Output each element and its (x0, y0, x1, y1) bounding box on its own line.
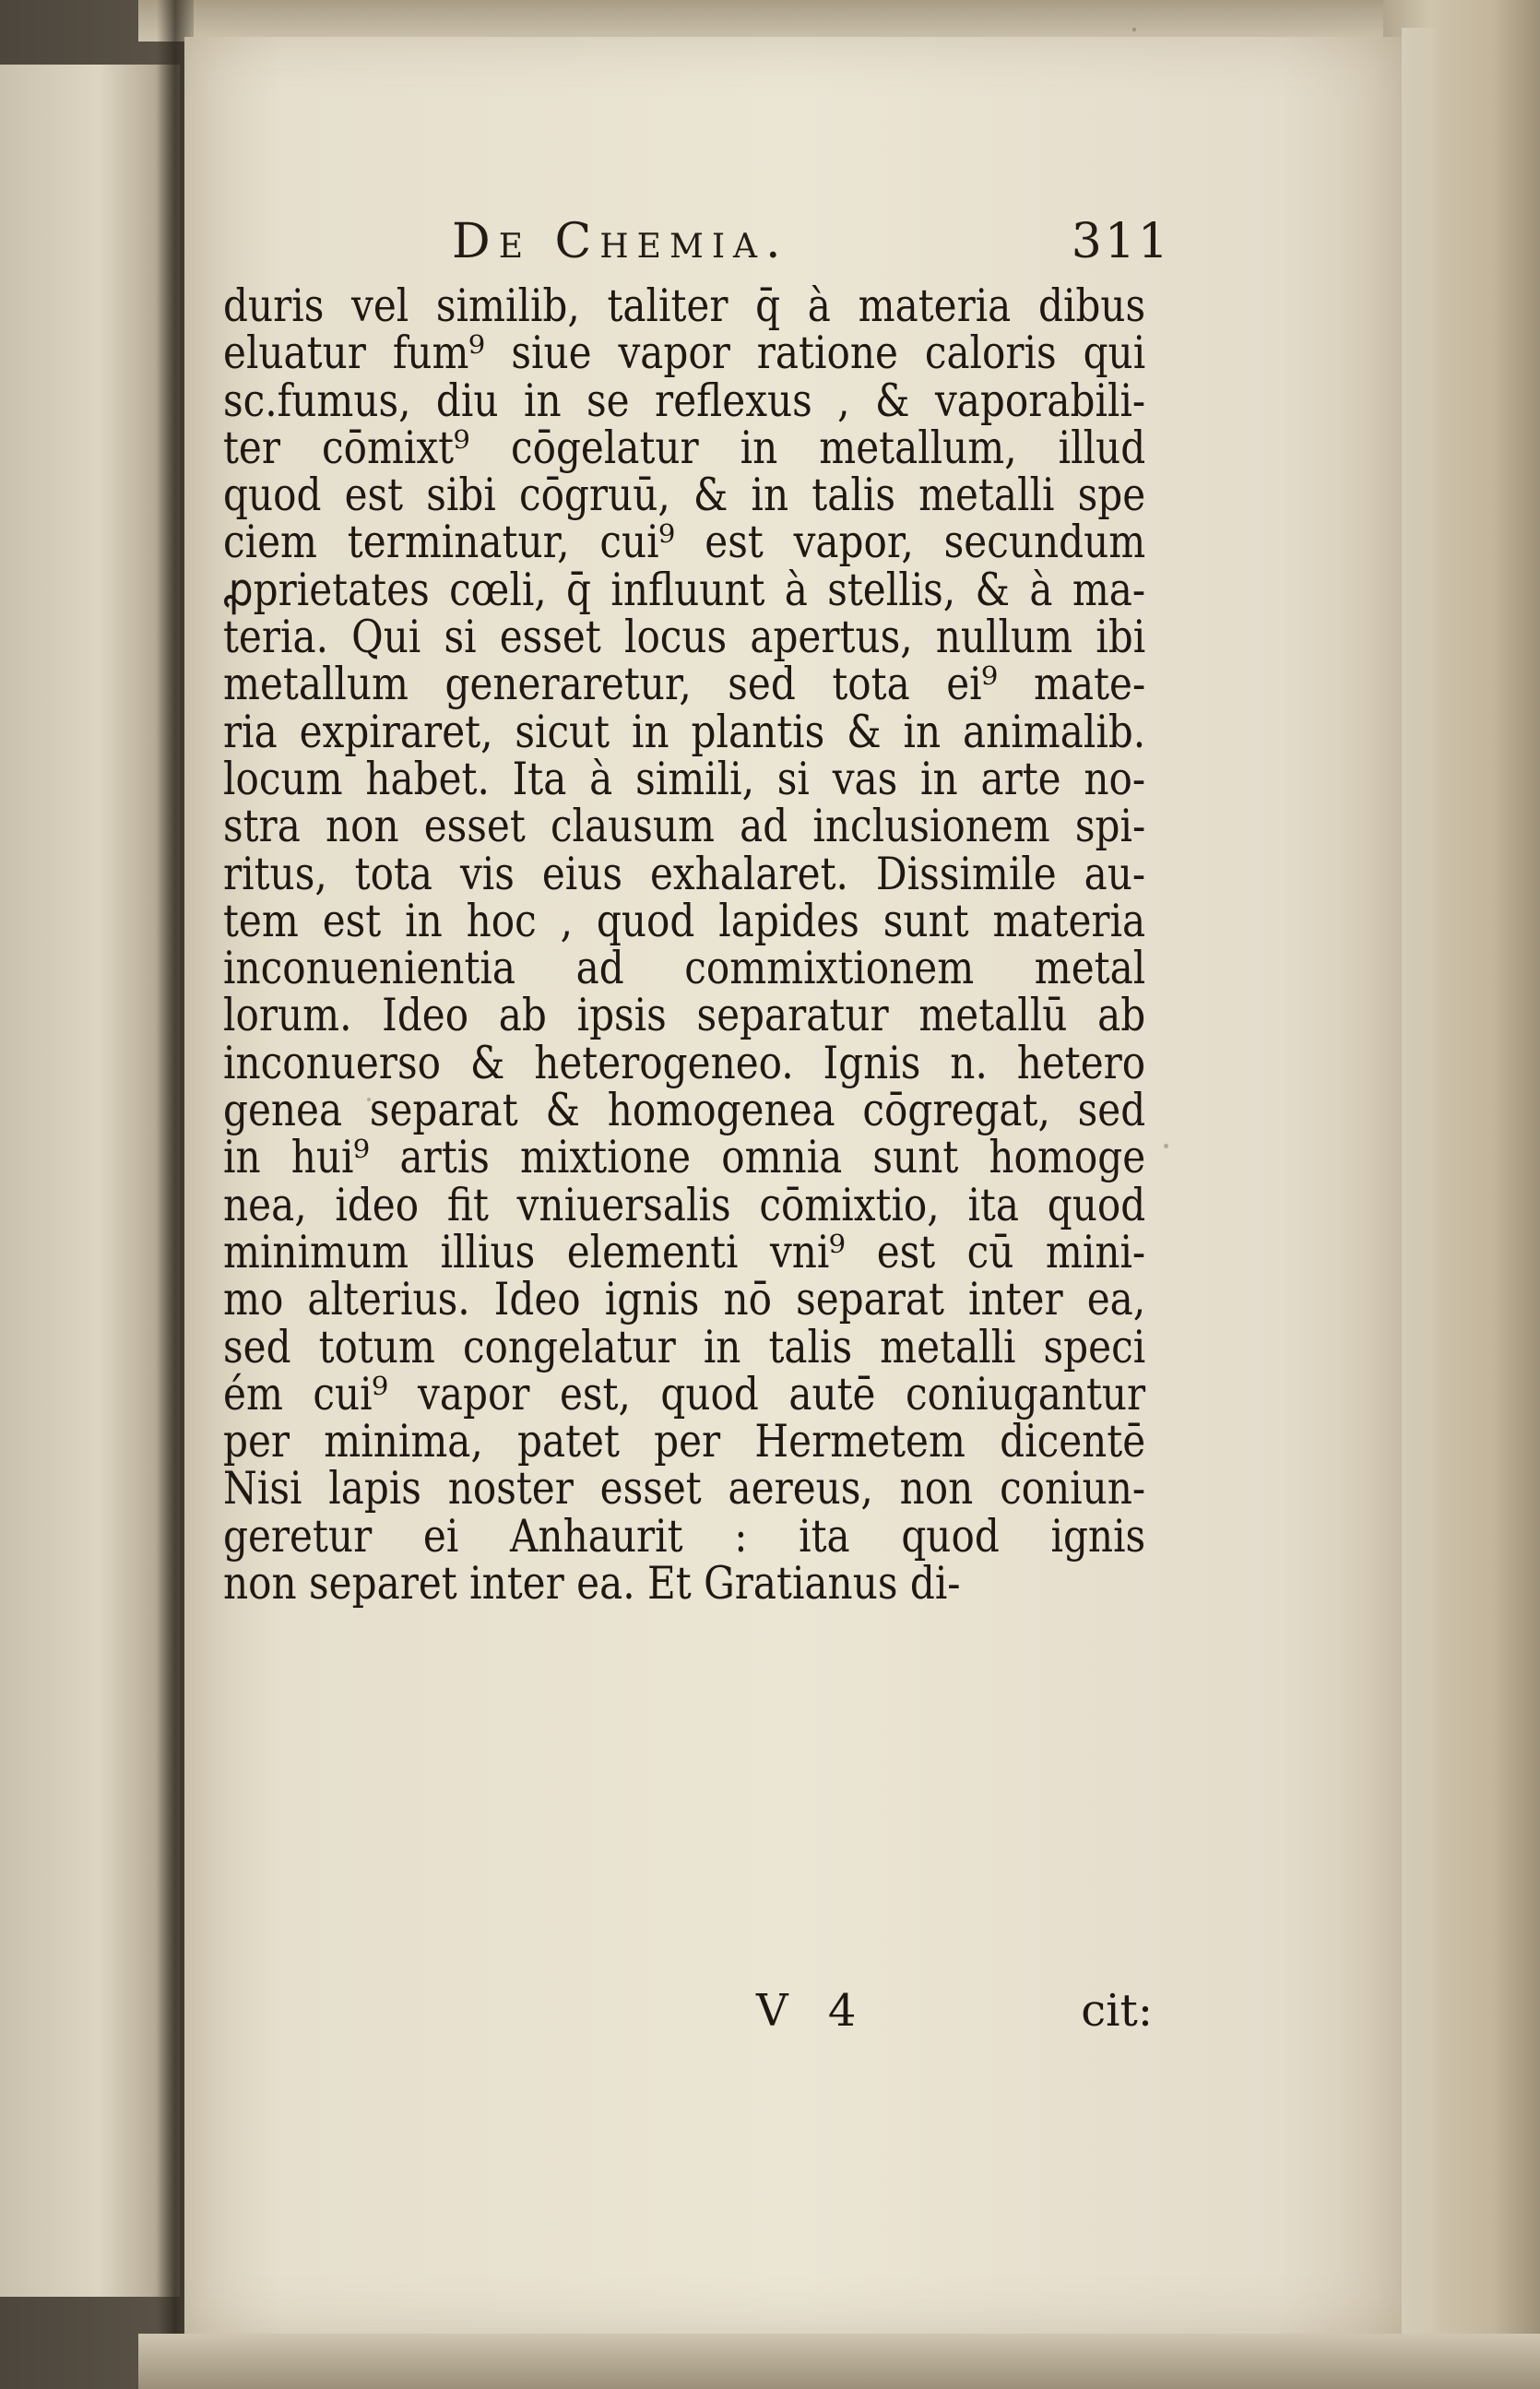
text-line: stra non esset clausum ad inclusionem spi- (223, 800, 1146, 853)
text-line: ria expiraret, sicut in plantis & in animalib. (223, 705, 1146, 758)
signature-mark: V 4 (756, 1985, 870, 2037)
paper-speck (1132, 28, 1136, 31)
body-text (223, 279, 1146, 1610)
text-line: eluatur fum⁹ siue vapor ratione caloris qui (223, 327, 1146, 380)
running-head (452, 214, 1171, 279)
text-line: per minima, patet per Hermetem dicentē (223, 1415, 1146, 1468)
text-line: inconuenientia ad commixtionem metal (223, 942, 1146, 995)
text-line: in hui⁹ artis mixtione omnia sunt homoge (223, 1131, 1146, 1184)
paper-speck (1164, 1144, 1168, 1148)
text-line: Nisi lapis noster esset aereus, non coniun- (223, 1462, 1146, 1515)
text-line: sc.fumus, diu in se reflexus , & vaporabili- (223, 374, 1146, 427)
text-line: metallum generaretur, sed tota ei⁹ mate- (223, 658, 1146, 711)
paper-speck (367, 1098, 371, 1101)
facing-page-edge (0, 65, 180, 2297)
text-line: quod est sibi cōgruū, & in talis metalli spe (223, 469, 1146, 522)
text-line: lorum. Ideo ab ipsis separatur metallū ab (223, 989, 1146, 1042)
text-line: tem est in hoc , quod lapides sunt materia (223, 894, 1146, 947)
text-line: teria. Qui si esset locus apertus, nullum ibi (223, 611, 1146, 664)
vellum-highlight (1402, 28, 1439, 2361)
text-line: ciem terminatur, cui⁹ est vapor, secundum (223, 516, 1146, 569)
catchword: cit: (1081, 1985, 1153, 2037)
text-line: nea, ideo fit vniuersalis cōmixtio, ita quod (223, 1178, 1146, 1231)
running-head-title: De Chemia. (452, 214, 789, 269)
text-line: duris vel similib, taliter q̄ à materia dibus (223, 279, 1146, 332)
text-line: ritus, tota vis eius exhalaret. Dissimile au- (223, 847, 1146, 900)
binding-bottom-edge (138, 2334, 1540, 2389)
signature-line (756, 1985, 1153, 2040)
text-line: ter cōmixt⁹ cōgelatur in metallum, illud (223, 421, 1146, 474)
page-number: 311 (1071, 214, 1171, 269)
binding-top-edge (138, 0, 1540, 42)
text-line: locum habet. Ita à simili, si vas in arte no- (223, 752, 1146, 805)
text-line: inconuerso & heterogeneo. Ignis n. hetero (223, 1036, 1146, 1089)
text-line: genea separat & homogenea cōgregat, sed (223, 1084, 1146, 1137)
text-line: minimum illius elementi vni⁹ est cū mini- (223, 1225, 1146, 1278)
text-line: geretur ei Anhaurit : ita quod ignis (223, 1509, 1146, 1563)
text-line: ꝓprietates cœli, q̄ influunt à stellis, & à ma- (223, 563, 1146, 616)
text-line: non separet inter ea. Et Gratianus di- (223, 1557, 961, 1610)
text-line: sed totum congelatur in talis metalli speci (223, 1320, 1146, 1373)
text-line: mo alterius. Ideo ignis nō separat inter ea, (223, 1273, 1146, 1326)
text-line: ém cui⁹ vapor est, quod autē coniugantur (223, 1367, 1146, 1420)
